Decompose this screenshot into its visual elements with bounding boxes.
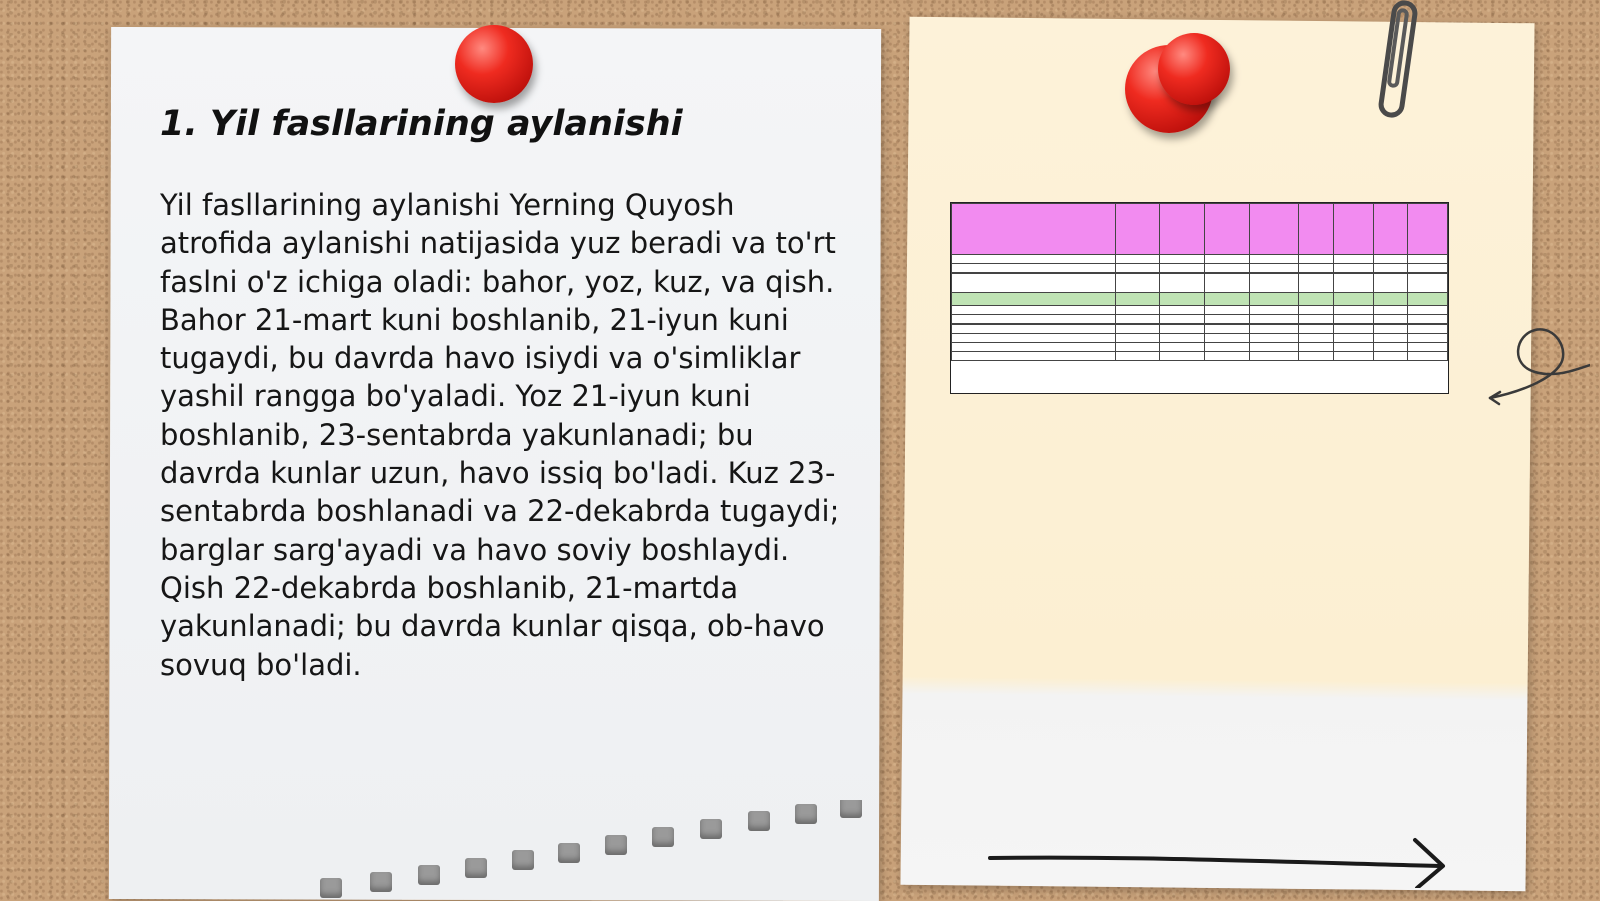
tab-mark [512,850,534,870]
table-header-cell [1249,204,1299,255]
table-row [952,325,1448,334]
table-header-cell [952,204,1116,255]
pushpin-icon [1158,33,1230,105]
table-section-row [952,293,1448,306]
table-row [952,315,1448,324]
tab-mark [465,858,487,878]
tab-mark [370,872,392,892]
slide-title: 1. Yil fasllarining aylanishi [160,104,683,144]
table-header-cell [1373,204,1408,255]
tab-mark [558,843,580,863]
arrow-right-icon [985,828,1455,888]
table-header-row [952,204,1448,255]
torn-paper-tabs [300,800,880,900]
table-row [952,334,1448,343]
table-header-cell [1204,204,1249,255]
loop-arrow-icon [1480,310,1590,410]
table-row [952,352,1448,361]
tab-mark [320,878,342,898]
table-header-cell [1333,204,1373,255]
right-note-paper [900,17,1534,891]
tab-mark [840,800,862,818]
tab-mark [700,819,722,839]
tab-mark [605,835,627,855]
data-table-image [951,203,1448,361]
table-row [952,255,1448,264]
table-header-cell [1160,204,1205,255]
slide-body-text: Yil fasllarining aylanishi Yerning Quyosh atrofida aylanishi natijasida yuz beradi va to'rt faslni o'z ichiga oladi: bahor, yoz, kuz, va qish. Bahor 21-mart kuni boshlanib, 21-iyun kuni tugaydi, bu davrda havo isiydi va o'simliklar yashil rangga bo'yaladi. Yoz 21-iyun kuni boshlanib, 23-sentabrda yakunlanadi; bu davrda kunlar uzun, havo issiq bo'ladi. Kuz 23-sentabrda boshlanadi va 22-dekabrda tugaydi; barglar sarg'ayadi va havo soviy boshlaydi. Qish 22-dekabrda boshlanib, 21-martda yakunlanadi; bu davrda kunlar qisqa, ob-havo sovuq bo'ladi. [160,188,840,682]
pushpin-icon [455,25,533,103]
table-row [952,274,1448,293]
table-row [952,264,1448,273]
table-header-cell [1408,204,1448,255]
tab-mark [652,827,674,847]
table-header-cell [1115,204,1160,255]
tab-mark [795,804,817,824]
table-row [952,306,1448,315]
table-header-cell [1299,204,1334,255]
tab-mark [748,811,770,831]
embedded-table-image [950,202,1449,394]
tab-mark [418,865,440,885]
table-row [952,343,1448,352]
